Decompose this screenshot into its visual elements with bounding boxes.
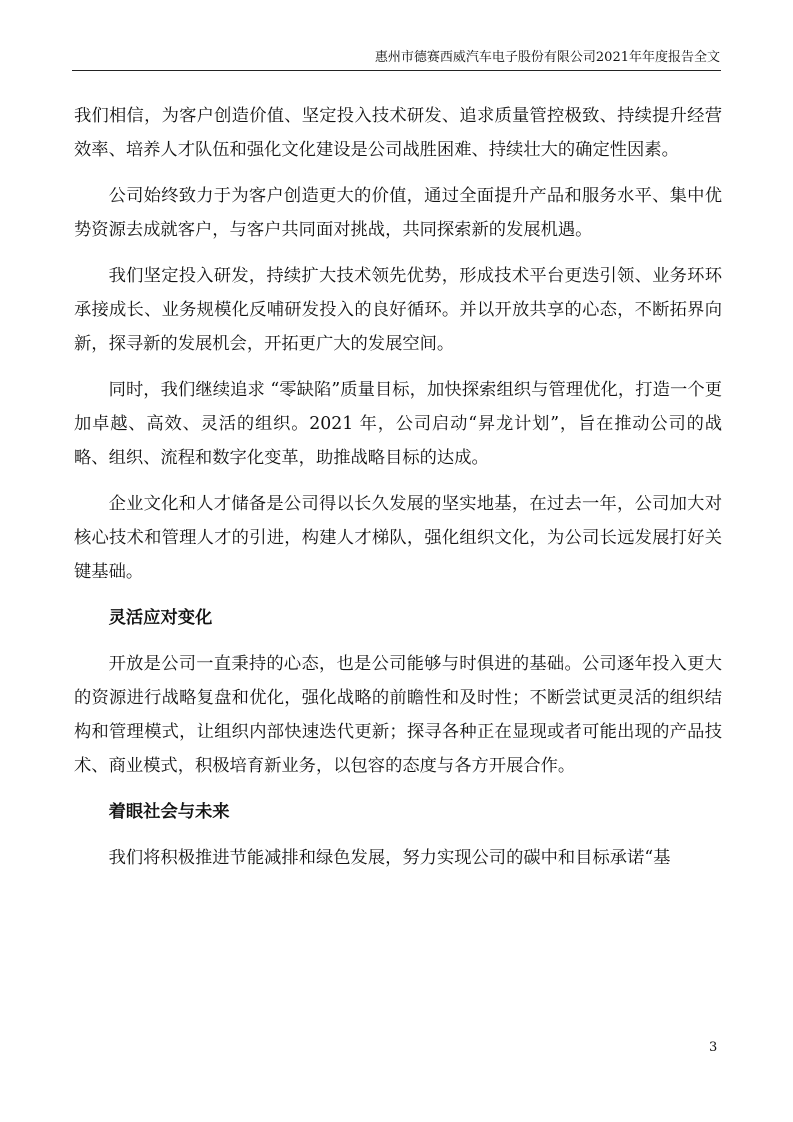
- header-divider: [72, 70, 721, 71]
- page-number: 3: [709, 1040, 718, 1055]
- section-heading-flexible-response: 灵活应对变化: [108, 608, 213, 628]
- report-header-title: 惠州市德赛西威汽车电子股份有限公司2021年年度报告全文: [374, 50, 720, 65]
- paragraph-customer-value: 公司始终致力于为客户创造更大的价值，通过全面提升产品和服务水平、集中优势资源去成就客户，与客户共同面对挑战，共同探索新的发展机遇。: [74, 186, 722, 240]
- paragraph-rd-investment: 我们坚定投入研发，持续扩大技术领先优势，形成技术平台更迭引领、业务环环承接成长、业务规模化反哺研发投入的良好循环。并以开放共享的心态，不断拓界向新，探寻新的发展机会，开拓更广大的发展空间。: [74, 266, 722, 354]
- section-heading-society-future: 着眼社会与未来: [108, 802, 230, 822]
- paragraph-quality-organization: 同时，我们继续追求 “零缺陷”质量目标，加快探索组织与管理优化，打造一个更加卓越、高效、灵活的组织。2021 年，公司启动“昇龙计划”，旨在推动公司的战略、组织、流程和数字化变革，助推战略目标的达成。: [74, 380, 722, 468]
- paragraph-green-development: 我们将积极推进节能减排和绿色发展，努力实现公司的碳中和目标承诺“基: [108, 848, 671, 868]
- paragraph-culture-talent: 企业文化和人才储备是公司得以长久发展的坚实地基，在过去一年，公司加大对核心技术和管理人才的引进，构建人才梯队，强化组织文化，为公司长远发展打好关键基础。: [74, 494, 722, 582]
- report-body: [74, 99, 722, 887]
- paragraph-belief: 我们相信，为客户创造价值、坚定投入技术研发、追求质量管控极致、持续提升经营效率、培养人才队伍和强化文化建设是公司战胜困难、持续壮大的确定性因素。: [74, 106, 722, 160]
- paragraph-openness: 开放是公司一直秉持的心态，也是公司能够与时俱进的基础。公司逐年投入更大的资源进行战略复盘和优化，强化战略的前瞻性和及时性；不断尝试更灵活的组织结构和管理模式，让组织内部快速迭代更新；探寻各种正在显现或者可能出现的产品技术、商业模式，积极培育新业务，以包容的态度与各方开展合作。: [74, 654, 722, 776]
